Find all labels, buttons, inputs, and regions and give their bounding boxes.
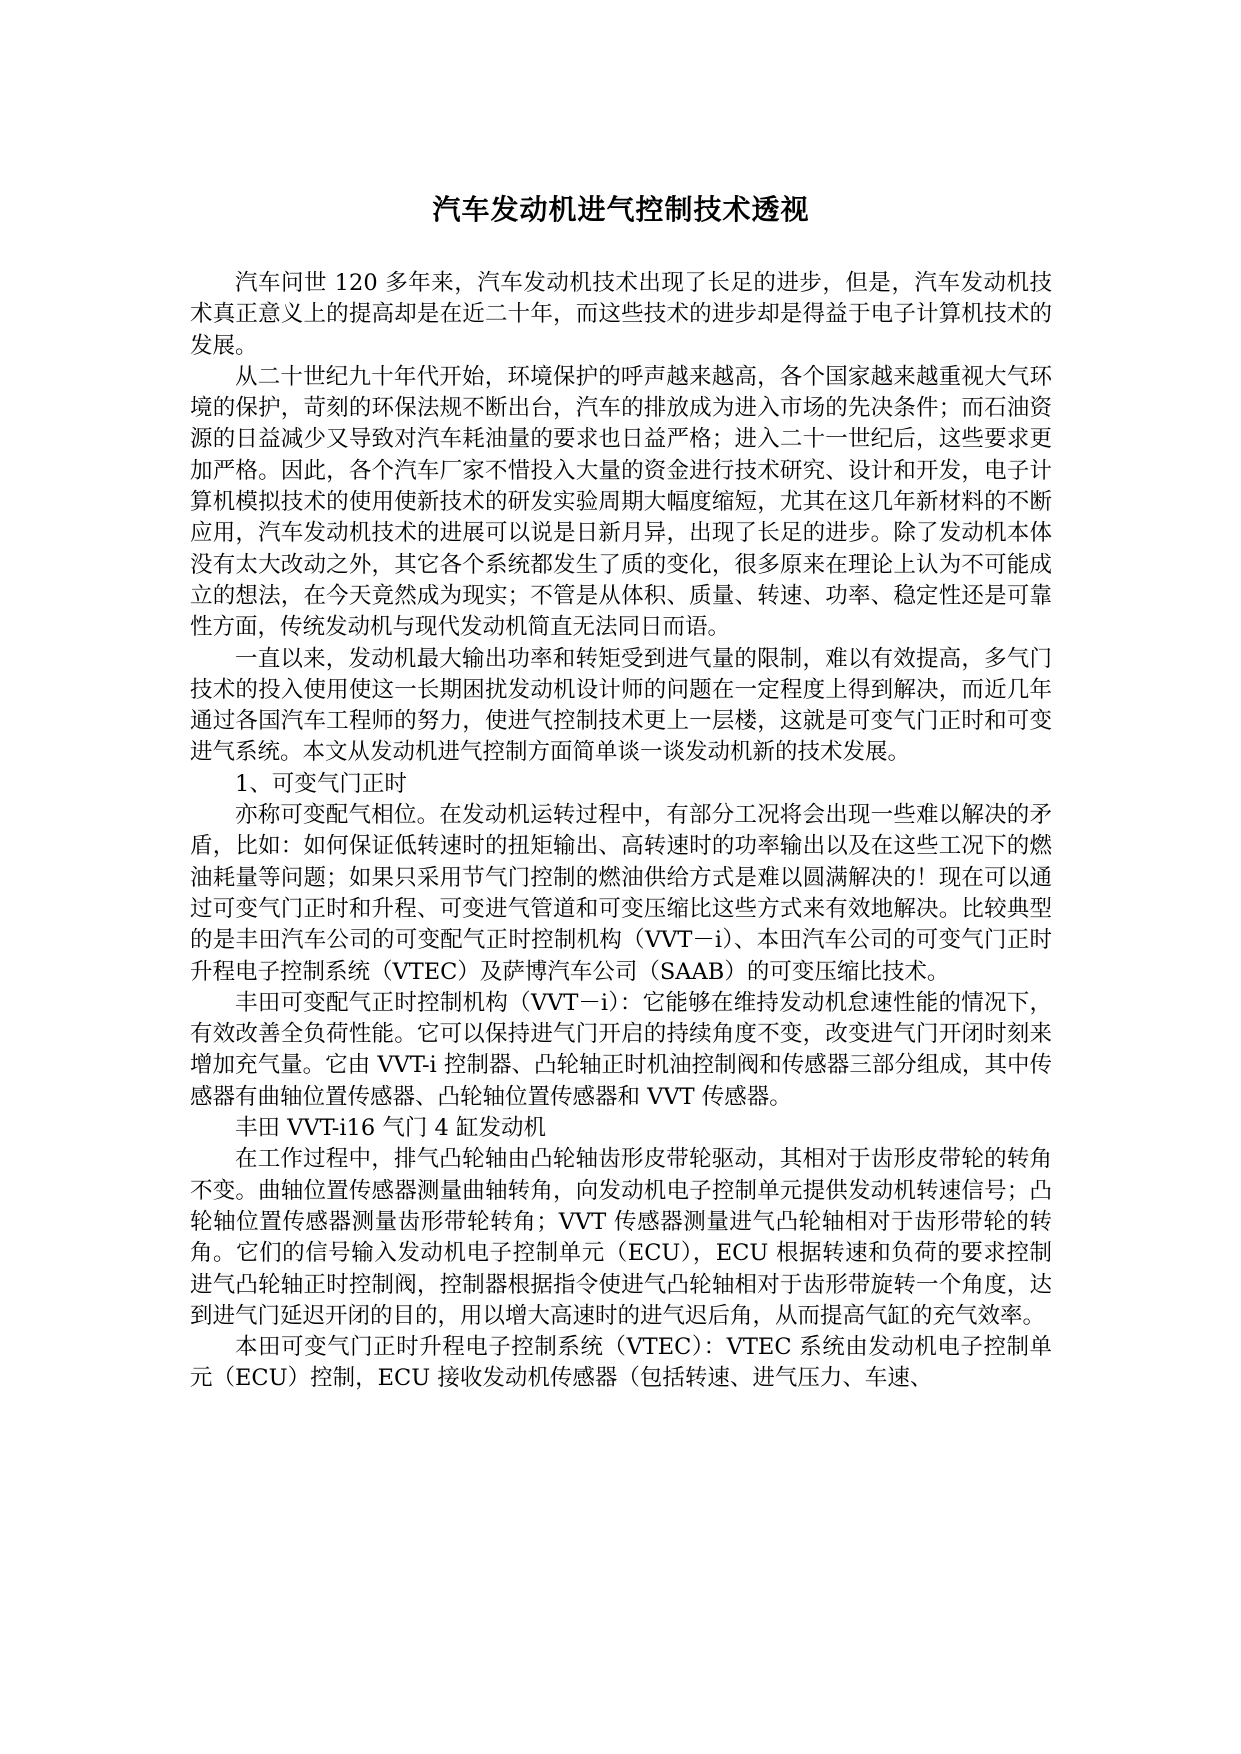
paragraph-working-process: 在工作过程中，排气凸轮轴由凸轮轴齿形皮带轮驱动，其相对于齿形皮带轮的转角不变。曲轴位置传感器测量曲轴转角，向发动机电子控制单元提供发动机转速信号；凸轮轴位置传感器测量齿形带轮转角；VVT 传感器测量进气凸轮轴相对于齿形带轮的转角。它们的信号输入发动机电子控制单元（ECU），ECU 根据转速和负荷的要求控制进气凸轮轴正时控制阀，控制器根据指令使进气凸轮轴相对于齿形带旋转一个角度，达到进气门延迟开闭的目的，用以增大高速时的进气迟后角，从而提高气缸的充气效率。 <box>190 1146 1052 1329</box>
paragraph-toyota-vvti: 丰田可变配气正时控制机构（VVT－i）：它能够在维持发动机怠速性能的情况下，有效改善全负荷性能。它可以保持进气门开启的持续角度不变，改变进气门开闭时刻来增加充气量。它由 VVT-i 控制器、凸轮轴正时机油控制阀和传感器三部分组成，其中传感器有曲轴位置传感器、凸轮轴位置传感器和 VVT 传感器。 <box>190 989 1052 1110</box>
paragraph-honda-vtec: 本田可变气门正时升程电子控制系统（VTEC）：VTEC 系统由发动机电子控制单元（ECU）控制，ECU 接收发动机传感器（包括转速、进气压力、车速、 <box>190 1334 1052 1392</box>
section-heading-variable-valve-timing: 1、可变气门正时 <box>235 770 407 797</box>
paragraph-intro: 汽车问世 120 多年来，汽车发动机技术出现了长足的进步，但是，汽车发动机技术真正意义上的提高却是在近二十年，而这些技术的进步却是得益于电子计算机技术的发展。 <box>190 270 1052 359</box>
paragraph-intake-limits: 一直以来，发动机最大输出功率和转矩受到进气量的限制，难以有效提高，多气门技术的投入使用使这一长期困扰发动机设计师的问题在一定程度上得到解决，而近几年通过各国汽车工程师的努力，使进气控制技术更上一层楼，这就是可变气门正时和可变进气系统。本文从发动机进气控制方面简单谈一谈发动机新的技术发展。 <box>190 645 1052 766</box>
paragraph-variable-valve-timing: 亦称可变配气相位。在发动机运转过程中，有部分工况将会出现一些难以解决的矛盾，比如：如何保证低转速时的扭矩输出、高转速时的功率输出以及在这些工况下的燃油耗量等问题；如果只采用节气门控制的燃油供给方式是难以圆满解决的！现在可以通过可变气门正时和升程、可变进气管道和可变压缩比这些方式来有效地解决。比较典型的是丰田汽车公司的可变配气正时控制机构（VVT－i）、本田汽车公司的可变气门正时升程电子控制系统（VTEC）及萨博汽车公司（SAAB）的可变压缩比技术。 <box>190 802 1052 985</box>
document-body <box>190 268 1052 1395</box>
document-title: 汽车发动机进气控制技术透视 <box>432 193 810 226</box>
caption-toyota-engine: 丰田 VVT-i16 气门 4 缸发动机 <box>235 1115 546 1142</box>
paragraph-background: 从二十世纪九十年代开始，环境保护的呼声越来越高，各个国家越来越重视大气环境的保护，苛刻的环保法规不断出台，汽车的排放成为进入市场的先决条件；而石油资源的日益减少又导致对汽车耗油量的要求也日益严格；进入二十一世纪后，这些要求更加严格。因此，各个汽车厂家不惜投入大量的资金进行技术研究、设计和开发，电子计算机模拟技术的使用使新技术的研发实验周期大幅度缩短，尤其在这几年新材料的不断应用，汽车发动机技术的进展可以说是日新月异，出现了长足的进步。除了发动机本体没有太大改动之外，其它各个系统都发生了质的变化，很多原来在理论上认为不可能成立的想法，在今天竟然成为现实；不管是从体积、质量、转速、功率、稳定性还是可靠性方面，传统发动机与现代发动机简直无法同日而语。 <box>190 363 1052 641</box>
document-page <box>190 190 1052 1395</box>
